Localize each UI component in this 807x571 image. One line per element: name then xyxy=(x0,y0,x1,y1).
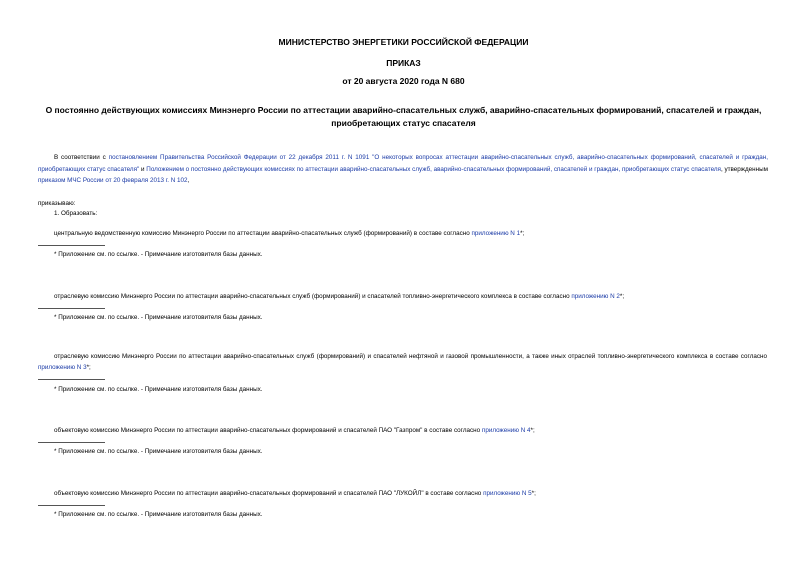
commission-2 xyxy=(54,292,624,301)
commission-4-appendix-link[interactable]: приложению N 4 xyxy=(481,427,531,434)
commission-3-tail: *; xyxy=(86,364,91,371)
commission-5-text: объектовую комиссию Минэнерго России по аттестации аварийно-спасательных формирований и спасателей ПАО "ЛУКОЙЛ" в составе согласно xyxy=(54,490,484,497)
commission-2-text: отраслевую комиссию Минэнерго России по аттестации аварийно-спасательных служб (формирований) и спасателей топливно-энергетического комплекса в составе согласно xyxy=(54,293,572,300)
ministry-heading: МИНИСТЕРСТВО ЭНЕРГЕТИКИ РОССИЙСКОЙ ФЕДЕРАЦИИ xyxy=(278,37,529,47)
preamble-link-regulation[interactable]: Положением о постоянно действующих комиссиях по аттестации аварийно-спасательных служб, аварийно-спасательных формирований, спасателей и граждан, приобретающих статус спасателя xyxy=(146,165,721,173)
preamble-text-1: В соответствии с xyxy=(54,154,109,161)
footnote-rule-4 xyxy=(38,442,105,443)
footnote-rule-3 xyxy=(38,379,105,380)
footnote-4: * Приложение см. по ссылке. - Примечание изготовителя базы данных. xyxy=(54,448,263,455)
footnote-3: * Приложение см. по ссылке. - Примечание изготовителя базы данных. xyxy=(54,386,263,393)
commission-5 xyxy=(54,489,536,498)
commission-1 xyxy=(54,229,524,238)
commission-4-text: объектовую комиссию Минэнерго России по аттестации аварийно-спасательных формирований и спасателей ПАО "Газпром" в составе согласно xyxy=(54,427,482,434)
commission-5-appendix-link[interactable]: приложению N 5 xyxy=(483,490,532,497)
commission-4-tail: *; xyxy=(530,427,535,434)
preamble-link-decree[interactable]: постановлением Правительства Российской Федерации от 22 декабря 2011 г. N 1091 "О некоторых вопросах аттестации аварийно-спасательных служб, аварийно-спасательных формирований, спасателей и граждан, приобретающих статус спасателя" xyxy=(38,154,768,173)
commission-1-appendix-link[interactable]: приложению N 1 xyxy=(471,230,521,237)
commission-3-appendix-link[interactable]: приложению N 3 xyxy=(38,364,87,371)
commission-1-tail: *; xyxy=(520,230,525,237)
commission-4 xyxy=(54,426,535,435)
commission-5-tail: *; xyxy=(531,490,536,497)
commission-2-appendix-link[interactable]: приложению N 2 xyxy=(571,293,620,300)
footnote-5: * Приложение см. по ссылке. - Примечание изготовителя базы данных. xyxy=(54,511,263,518)
document-title: О постоянно действующих комиссиях Минэнерго России по аттестации аварийно-спасательных служб, аварийно-спасательных формирований, спасателей и граждан, приобретающих статус спасателя xyxy=(45,105,762,128)
commission-1-text: центральную ведомственную комиссию Минэнерго России по аттестации аварийно-спасательных служб (формирований) в составе согласно xyxy=(54,230,472,237)
doc-type-heading: ПРИКАЗ xyxy=(386,58,421,68)
footnote-rule-1 xyxy=(38,245,105,246)
date-number-heading: от 20 августа 2020 года N 680 xyxy=(342,76,465,86)
commission-2-tail: *; xyxy=(619,293,625,300)
preamble-text-2: и xyxy=(139,165,147,173)
footnote-2: * Приложение см. по ссылке. - Примечание изготовителя базы данных. xyxy=(54,314,263,321)
preamble-text-3: , утвержденным xyxy=(720,165,768,173)
item-1-heading: 1. Образовать: xyxy=(54,210,98,217)
preamble-text-4: , xyxy=(187,177,190,184)
order-word: приказываю: xyxy=(38,200,76,207)
preamble-link-mchs-order[interactable]: приказом МЧС России от 20 февраля 2013 г. N 102 xyxy=(38,177,188,184)
footnote-1: * Приложение см. по ссылке. - Примечание изготовителя базы данных. xyxy=(54,251,263,258)
commission-3 xyxy=(38,351,767,373)
preamble-paragraph xyxy=(38,152,768,187)
footnote-rule-5 xyxy=(38,505,105,506)
commission-3-text: отраслевую комиссию Минэнерго России по аттестации аварийно-спасательных служб (формирований) и спасателей нефтяной и газовой промышленности, а также иных отраслей топливно-энергетического комплекса в составе согласно xyxy=(54,353,767,360)
footnote-rule-2 xyxy=(38,308,105,309)
